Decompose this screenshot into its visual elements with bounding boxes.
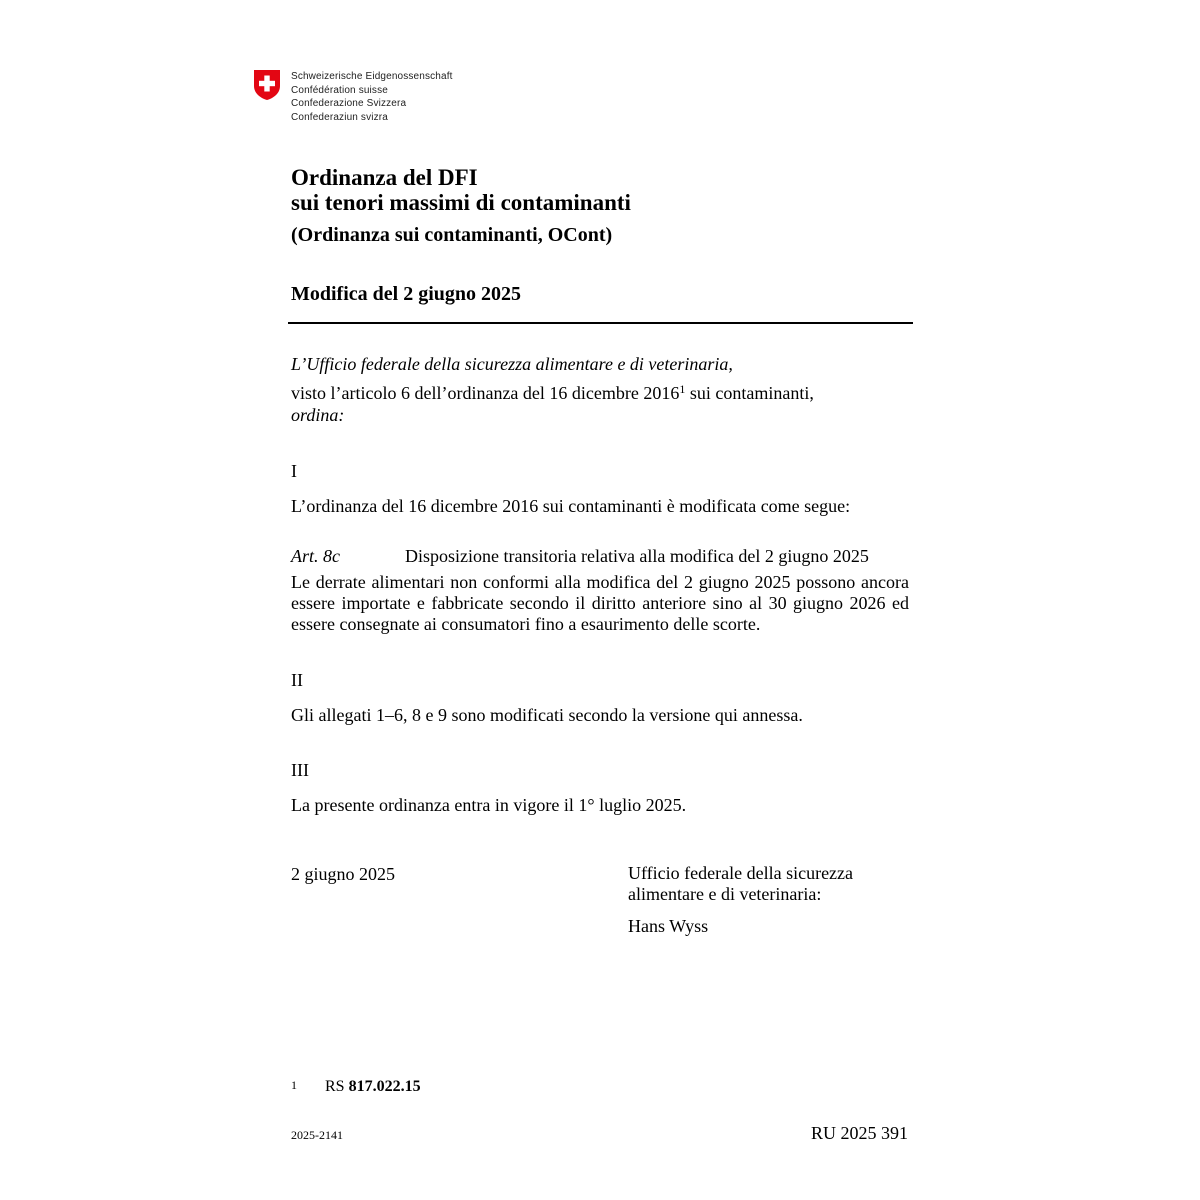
section-I-intro: L’ordinanza del 16 dicembre 2016 sui contaminanti è modificata come segue: [291,496,851,516]
article-text: Le derrate alimentari non conformi alla modifica del 2 giugno 2025 possono ancora essere importate e fabbricate secondo il diritto anteriore sino al 30 giugno 2026 ed essere consegnate ai consumatori fino a esaurimento delle scorte. [291,572,909,634]
confederation-name-fr: Confédération suisse [291,84,388,96]
confederation-name-rm: Confederaziun svizra [291,111,388,123]
title-line-2: sui tenori massimi di contaminanti [291,190,631,215]
preamble-legal-basis [291,377,814,405]
section-II-text: Gli allegati 1–6, 8 e 9 sono modificati secondo la versione qui annessa. [291,705,803,725]
amendment-date: Modifica del 2 giugno 2025 [291,283,522,305]
swiss-cross-icon [253,69,281,101]
signature-date: 2 giugno 2025 [291,864,396,884]
footnote-reference: 817.022.15 [348,1078,421,1095]
footnote-text [325,1077,421,1097]
confederation-names [291,70,453,124]
title-line-1: Ordinanza del DFI [291,165,478,190]
legal-basis-text-end: sui contaminanti, [685,383,814,403]
section-I-numeral: I [291,461,297,481]
article-title: Disposizione transitoria relativa alla modifica del 2 giugno 2025 [405,546,869,566]
footnote-prefix: RS [325,1078,349,1095]
short-title: (Ordinanza sui contaminanti, OCont) [291,224,613,246]
preamble-decree: ordina: [291,405,345,425]
article-number: Art. 8c [291,546,340,566]
footnote-marker: 1 [679,382,686,396]
section-II-numeral: II [291,670,303,690]
confederation-name-it: Confederazione Svizzera [291,98,407,109]
confederation-name-de: Schweizerische Eidgenossenschaft [291,71,453,82]
preamble-authority: L’Ufficio federale della sicurezza alimentare e di veterinaria, [291,354,733,374]
footnote-number: 1 [291,1078,297,1092]
signatory-name: Hans Wyss [628,916,709,936]
document-code: 2025-2141 [291,1128,343,1142]
legal-basis-text: visto l’articolo 6 dell’ordinanza del 16 dicembre 2016 [291,383,680,403]
section-III-text: La presente ordinanza entra in vigore il 1° luglio 2025. [291,795,687,815]
ordinance-title [291,165,631,215]
signature-organization: Ufficio federale della sicurezza alimentare e di veterinaria: [628,863,854,904]
title-divider [288,322,913,324]
section-III-numeral: III [291,760,309,780]
official-compilation-reference: RU 2025 391 [811,1123,909,1143]
